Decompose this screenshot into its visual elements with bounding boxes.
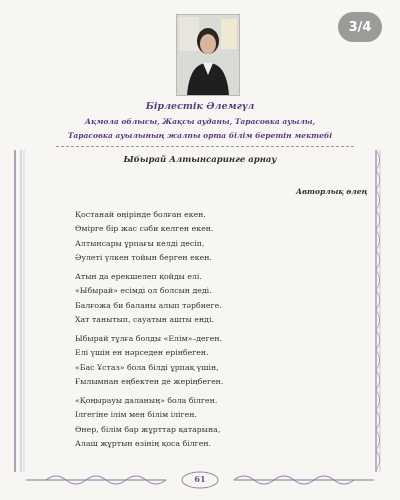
poem-line: Ілгегіне ілім мен білім іліген. <box>75 410 197 420</box>
page-number: 61 <box>194 474 206 484</box>
poem-line: Алтынсары ұрпағы келді десіп, <box>75 238 205 248</box>
poem-subtitle: Авторлық өлең <box>296 187 368 196</box>
poem-line: «Ыбырай» есімді ол болсын деді. <box>75 286 212 296</box>
poem-stanza-2 <box>75 270 335 328</box>
author-photo <box>176 14 240 96</box>
poem-line: Балғожа би баланы алып тәрбиеге. <box>75 300 222 310</box>
poem-line: Өнер, білім бар жұрттар қатарына, <box>75 424 221 434</box>
author-name: Бірлестік Әлемгүл <box>145 101 255 112</box>
left-ornament-frame <box>14 150 28 472</box>
poem-line: Өмірге бір жас сәби келген екен. <box>75 224 214 234</box>
poem-stanza-3 <box>75 332 335 390</box>
poem-line: Ғылымнан еңбектен де жеріңбеген. <box>75 377 224 387</box>
page-counter-badge <box>338 12 382 42</box>
poem-line: «Қоңырауы даланың» бола білген. <box>75 396 218 405</box>
poem-line: Алаш жұртын өзінің қоса білген. <box>75 439 212 449</box>
poem-stanza-1 <box>75 208 335 266</box>
poem-stanza-4 <box>75 394 335 452</box>
poem-line: Атын да ерекшелеп қойды елі. <box>75 272 202 281</box>
author-info-line2: Тарасовка ауылының жалпы орта білім беретін мектебі <box>67 131 333 140</box>
right-ornament-frame <box>373 150 385 472</box>
poem-line: Қостанай өңірінде болған екен. <box>75 210 206 219</box>
header-divider <box>56 146 354 147</box>
author-info-line1: Ақмола облысы, Жақсы ауданы, Тарасовка ауылы, <box>84 117 316 126</box>
poem-line: «Бас Ұстаз» бола білді ұрпақ үшін, <box>75 362 219 372</box>
poem-line: Ыбырай тұлға болды «Елім»–деген. <box>75 334 223 343</box>
poem-line: Әулеті үлкен тойын берген екен. <box>75 253 212 263</box>
poem-line: Елі үшін ен нәрседен ерінбеген. <box>75 348 209 358</box>
page-counter-text: 3/4 <box>348 19 372 35</box>
poem-line: Хат танытып, сауатын ашты енді. <box>75 315 214 325</box>
poem-title: Ыбырай Алтынсаринге арнау <box>123 155 277 165</box>
